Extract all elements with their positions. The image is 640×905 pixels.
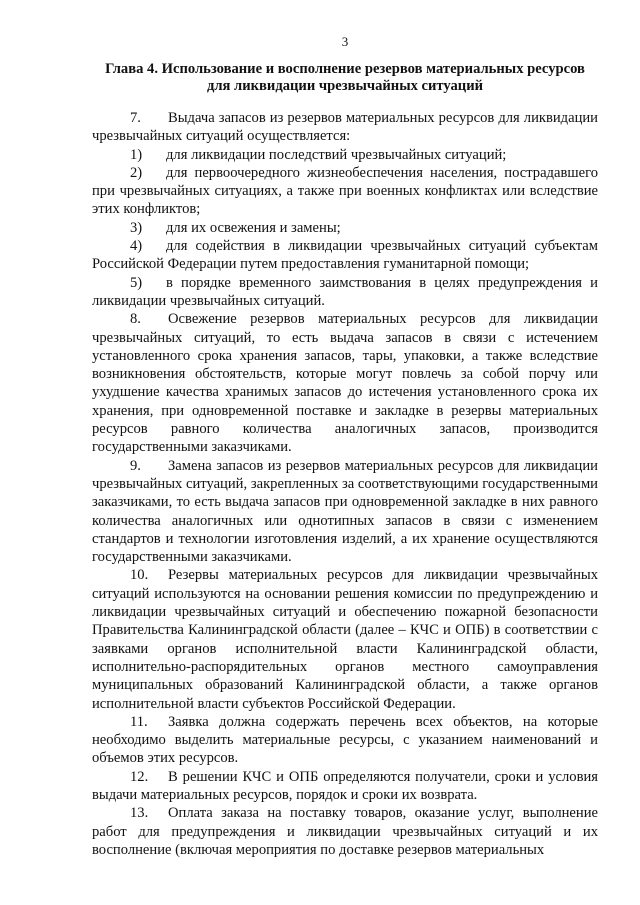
paragraph-13 xyxy=(92,804,598,859)
paragraph-9 xyxy=(92,457,598,567)
paragraph-number: 8. xyxy=(130,311,141,328)
paragraph-number: 13. xyxy=(130,805,149,822)
paragraph-8 xyxy=(92,310,598,456)
list-item-1 xyxy=(92,146,598,164)
paragraph-number: 7. xyxy=(130,110,141,126)
list-item-5 xyxy=(92,274,598,311)
paragraph-number: 9. xyxy=(130,457,141,474)
paragraph-11 xyxy=(92,713,598,768)
list-item-text: в порядке временного заимствования в целях предупреждения и ликвидации чрезвычайных ситуаций. xyxy=(92,274,598,309)
list-item-number: 3) xyxy=(130,219,143,236)
list-item-text: для их освежения и замены; xyxy=(166,219,341,236)
paragraph-text: Выдача запасов из резервов материальных ресурсов для ликвидации чрезвычайных ситуаций осуществляется: xyxy=(92,110,598,145)
paragraph-text: Освежение резервов материальных ресурсов для ликвидации чрезвычайных ситуаций, то есть выдача запасов в связи с истечением установленного срока хранения запасов, тары, упаковки, а также вследствие возникновения обстоятельств, которые могут повлечь за собой порчу или ухудшение качества хранимых запасов до истечения установленного срока их хранения, при одновременной поставке и закладке в резервы материальных ресурсов равного количества аналогичных запасов, производится государственными заказчиками. xyxy=(92,311,598,456)
list-item-4 xyxy=(92,237,598,274)
document-page xyxy=(92,34,598,859)
list-item-text: для ликвидации последствий чрезвычайных ситуаций; xyxy=(166,146,507,163)
page-number: 3 xyxy=(341,34,349,49)
list-item-text: для первоочередного жизнеобеспечения населения, пострадавшего при чрезвычайных ситуациях, а также при военных конфликтах или вследствие этих конфликтов; xyxy=(92,164,598,218)
list-item-number: 5) xyxy=(130,274,143,291)
paragraph-10 xyxy=(92,566,598,712)
paragraph-text: Резервы материальных ресурсов для ликвидации чрезвычайных ситуаций используются на основании решения комиссии по предупреждению и ликвидации чрезвычайных ситуаций и обеспечению пожарной безопасности Правительства Калининградской области (далее – КЧС и ОПБ) в соответствии с заявками органов исполнительной власти Калининградской области, исполнительно-распорядительных органов местного самоуправления муниципальных образований Калининградской области, а также органов исполнительной власти субъектов Российской Федерации. xyxy=(92,567,598,712)
paragraph-text: В решении КЧС и ОПБ определяются получатели, сроки и условия выдачи материальных ресурсов, порядок и сроки их возврата. xyxy=(92,768,598,803)
paragraph-text: Замена запасов из резервов материальных ресурсов для ликвидации чрезвычайных ситуаций, закрепленных за соответствующими государственными заказчиками, то есть выдача запасов при одновременной закладке в них равного количества аналогичных или однотипных запасов в связи с изменением стандартов и технологии изготовления изделий, а их хранение осуществляются государственными заказчиками. xyxy=(92,457,598,566)
list-item-number: 2) xyxy=(130,164,143,181)
list-item-number: 4) xyxy=(130,238,143,255)
list-item-3 xyxy=(92,219,598,237)
chapter-title: Глава 4. Использование и восполнение резервов материальных ресурсов для ликвидации чрезвычайных ситуаций xyxy=(105,61,585,94)
list-item-text: для содействия в ликвидации чрезвычайных ситуаций субъектам Российской Федерации путем предоставления гуманитарной помощи; xyxy=(92,238,598,273)
paragraph-12 xyxy=(92,768,598,805)
paragraph-number: 12. xyxy=(130,768,149,785)
list-item-number: 1) xyxy=(130,146,143,163)
paragraph-number: 11. xyxy=(130,713,148,730)
paragraph-7 xyxy=(92,109,598,146)
paragraph-text: Заявка должна содержать перечень всех объектов, на которые необходимо выделить материальные ресурсы, с указанием наименований и объемов этих ресурсов. xyxy=(92,713,598,767)
paragraph-text: Оплата заказа на поставку товаров, оказание услуг, выполнение работ для предупреждения и ликвидации чрезвычайных ситуаций и их восполнение (включая мероприятия по доставке резервов материальных xyxy=(92,805,598,858)
paragraph-number: 10. xyxy=(130,567,149,584)
list-item-2 xyxy=(92,164,598,219)
